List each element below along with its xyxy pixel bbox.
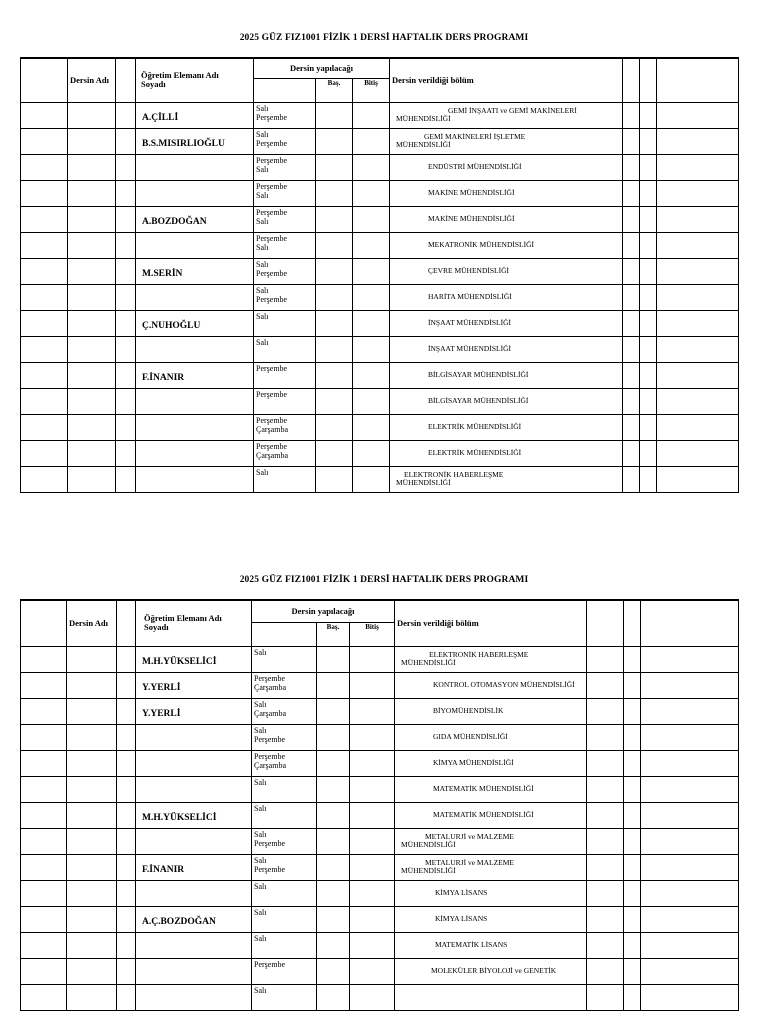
table-row [21, 128, 739, 154]
day-primary: Salı [254, 881, 267, 891]
day-primary: Perşembe [256, 363, 288, 373]
department-name: KİMYA LİSANS [435, 887, 488, 897]
table-row [21, 828, 739, 854]
course-name-header: Dersin Adı [68, 58, 116, 102]
day-primary: Salı [254, 803, 267, 813]
day-secondary: Çarşamba [254, 709, 286, 718]
department-name-cont: MÜHENDİSLİĞİ [396, 478, 451, 487]
table-row [21, 854, 739, 880]
day-secondary: Salı [256, 165, 269, 174]
end-header: Bitiş [350, 622, 395, 646]
department-name-cont: MÜHENDİSLİĞİ [401, 658, 456, 667]
table-row [21, 802, 739, 828]
day-cell [252, 854, 317, 880]
department-name: ELEKTRİK MÜHENDİSLİĞİ [428, 421, 522, 431]
table-row [21, 102, 739, 128]
day-primary: Salı [254, 829, 267, 839]
start-header: Baş. [317, 622, 350, 646]
day-cell [252, 698, 317, 724]
day-secondary: Çarşamba [254, 683, 286, 692]
day-primary: Salı [254, 855, 267, 865]
day-primary: Salı [254, 699, 267, 709]
day-cell [254, 258, 316, 284]
schedule-table [20, 57, 739, 493]
day-secondary: Perşembe [254, 839, 286, 848]
table-row [21, 362, 739, 388]
department-cell [395, 750, 587, 776]
department-cell [395, 802, 587, 828]
table-row [21, 232, 739, 258]
department-name: ELEKTRONİK HABERLEŞME [429, 649, 529, 659]
day-primary: Perşembe [256, 181, 288, 191]
department-name: MAKİNE MÜHENDİSLİĞİ [428, 213, 515, 223]
department-name-cont: MÜHENDİSLİĞİ [396, 140, 451, 149]
department-cell [390, 336, 623, 362]
day-cell [252, 776, 317, 802]
department-cell [390, 388, 623, 414]
day-secondary: Çarşamba [254, 761, 286, 770]
instructor-name: F.İNANIR [136, 854, 252, 880]
instructor-name [136, 750, 252, 776]
department-name: MAKİNE MÜHENDİSLİĞİ [428, 187, 515, 197]
department-cell [395, 932, 587, 958]
department-cell [390, 128, 623, 154]
department-name: GEMİ MAKİNELERİ İŞLETME [424, 131, 526, 141]
instructor-name: M.SERİN [136, 258, 254, 284]
department-name: BİLGİSAYAR MÜHENDİSLİĞİ [428, 369, 529, 379]
schedule-header: Dersin yapılacağı [254, 58, 390, 78]
instructor-name [136, 440, 254, 466]
department-cell [395, 828, 587, 854]
table-row [21, 932, 739, 958]
instructor-name [136, 828, 252, 854]
day-primary: Perşembe [256, 441, 288, 451]
department-name: METALURJİ ve MALZEME [425, 831, 514, 841]
instructor-header [136, 58, 254, 102]
day-cell [254, 128, 316, 154]
day-primary: Perşembe [256, 207, 288, 217]
department-name-cont: MÜHENDİSLİĞİ [401, 866, 456, 875]
day-secondary: Perşembe [254, 865, 286, 874]
table-row [21, 414, 739, 440]
department-cell [390, 466, 623, 492]
department-cell [390, 206, 623, 232]
day-primary: Perşembe [254, 673, 286, 683]
day-secondary: Salı [256, 191, 269, 200]
day-primary: Salı [254, 907, 267, 917]
department-name: ENDÜSTRİ MÜHENDİSLİĞİ [428, 161, 522, 171]
department-cell [390, 362, 623, 388]
department-name-cont: MÜHENDİSLİĞİ [401, 840, 456, 849]
day-primary: Salı [256, 129, 269, 139]
table-row [21, 388, 739, 414]
day-primary: Salı [254, 725, 267, 735]
day-cell [252, 984, 317, 1010]
day-primary: Perşembe [254, 751, 286, 761]
day-cell [252, 750, 317, 776]
instructor-name [136, 466, 254, 492]
instructor-name: Y.YERLİ [136, 672, 252, 698]
table-row [21, 880, 739, 906]
day-secondary: Perşembe [254, 735, 286, 744]
department-name: MATEMATİK MÜHENDİSLİĞİ [433, 809, 534, 819]
department-name: ÇEVRE MÜHENDİSLİĞİ [428, 265, 510, 275]
instructor-name: M.H.YÜKSELİCİ [136, 802, 252, 828]
instructor-name [136, 336, 254, 362]
table-row [21, 440, 739, 466]
day-secondary: Perşembe [256, 113, 288, 122]
day-secondary: Çarşamba [256, 451, 288, 460]
department-name: İNŞAAT MÜHENDİSLİĞİ [428, 343, 511, 353]
day-cell [254, 336, 316, 362]
day-primary: Perşembe [256, 233, 288, 243]
department-name-cont: MÜHENDİSLİĞİ [396, 114, 451, 123]
instructor-name [136, 154, 254, 180]
instructor-name [136, 180, 254, 206]
department-cell [395, 724, 587, 750]
instructor-header-line2: Soyadı [141, 79, 166, 90]
instructor-name: A.Ç.BOZDOĞAN [136, 906, 252, 932]
schedule-header: Dersin yapılacağı [252, 600, 395, 622]
day-cell [252, 906, 317, 932]
day-cell [254, 466, 316, 492]
day-cell [254, 102, 316, 128]
department-name: BİYOMÜHENDİSLİK [433, 705, 504, 715]
instructor-name [136, 414, 254, 440]
instructor-name: Y.YERLİ [136, 698, 252, 724]
table-row [21, 672, 739, 698]
instructor-name [136, 776, 252, 802]
instructor-header-line1: Öğretim Elemanı Adı [144, 613, 222, 624]
day-secondary: Perşembe [256, 269, 288, 278]
instructor-name: B.S.MISIRLIOĞLU [136, 128, 254, 154]
department-name: GEMİ İNŞAATI ve GEMİ MAKİNELERİ [448, 105, 577, 115]
day-cell [254, 206, 316, 232]
department-cell [395, 776, 587, 802]
table-row [21, 466, 739, 492]
end-header: Bitiş [353, 78, 390, 102]
instructor-header [136, 600, 252, 646]
day-cell [254, 180, 316, 206]
department-cell [390, 284, 623, 310]
department-header: Dersin verildiği bölüm [395, 600, 587, 646]
schedule-title: 2025 GÜZ FIZ1001 FİZİK 1 DERSİ HAFTALIK DERS PROGRAMI [239, 33, 529, 43]
table-row [21, 284, 739, 310]
department-name: BİLGİSAYAR MÜHENDİSLİĞİ [428, 395, 529, 405]
table-row [21, 258, 739, 284]
table-row [21, 336, 739, 362]
schedule-title: 2025 GÜZ FIZ1001 FİZİK 1 DERSİ HAFTALIK DERS PROGRAMI [239, 575, 529, 585]
day-primary: Salı [256, 285, 269, 295]
course-name-header: Dersin Adı [67, 600, 117, 646]
department-name: KİMYA MÜHENDİSLİĞİ [433, 757, 514, 767]
day-primary: Salı [254, 777, 267, 787]
day-primary: Salı [256, 337, 269, 347]
table-row [21, 776, 739, 802]
day-cell [252, 672, 317, 698]
department-name: KONTROL OTOMASYON MÜHENDİSLİĞİ [433, 679, 575, 689]
day-cell [252, 932, 317, 958]
instructor-header-line1: Öğretim Elemanı Adı [141, 70, 219, 81]
table-row [21, 984, 739, 1010]
department-cell [390, 232, 623, 258]
instructor-name [136, 284, 254, 310]
day-secondary: Salı [256, 217, 269, 226]
department-cell [390, 440, 623, 466]
table-row [21, 698, 739, 724]
day-cell [254, 232, 316, 258]
day-primary: Perşembe [256, 155, 288, 165]
department-header: Dersin verildiği bölüm [390, 58, 623, 102]
department-cell [395, 854, 587, 880]
department-name: ELEKTRONİK HABERLEŞME [404, 469, 504, 479]
day-primary: Salı [256, 103, 269, 113]
instructor-name: M.H.YÜKSELİCİ [136, 646, 252, 672]
department-cell [390, 414, 623, 440]
department-name: MOLEKÜLER BİYOLOJİ ve GENETİK [431, 965, 557, 975]
department-name: METALURJİ ve MALZEME [425, 857, 514, 867]
day-cell [252, 646, 317, 672]
department-name: GIDA MÜHENDİSLİĞİ [433, 731, 508, 741]
instructor-name [136, 958, 252, 984]
department-cell [395, 984, 587, 1010]
instructor-name [136, 232, 254, 258]
day-primary: Salı [256, 467, 269, 477]
table-row [21, 750, 739, 776]
day-cell [254, 310, 316, 336]
department-name: MATEMATİK MÜHENDİSLİĞİ [433, 783, 534, 793]
day-primary: Salı [256, 259, 269, 269]
table-row [21, 646, 739, 672]
day-primary: Perşembe [254, 959, 286, 969]
department-cell [395, 958, 587, 984]
department-cell [395, 906, 587, 932]
day-secondary: Perşembe [256, 295, 288, 304]
day-primary: Perşembe [256, 389, 288, 399]
day-cell [254, 414, 316, 440]
day-cell [252, 828, 317, 854]
day-primary: Salı [254, 985, 267, 995]
department-name: İNŞAAT MÜHENDİSLİĞİ [428, 317, 511, 327]
instructor-name: Ç.NUHOĞLU [136, 310, 254, 336]
department-name: MATEMATİK LİSANS [435, 939, 508, 949]
table-row [21, 206, 739, 232]
day-primary: Salı [256, 311, 269, 321]
instructor-name [136, 388, 254, 414]
department-cell [390, 154, 623, 180]
department-cell [390, 258, 623, 284]
department-cell [390, 180, 623, 206]
instructor-name [136, 932, 252, 958]
department-cell [395, 880, 587, 906]
day-secondary: Çarşamba [256, 425, 288, 434]
instructor-name [136, 724, 252, 750]
day-cell [254, 362, 316, 388]
department-cell [395, 646, 587, 672]
day-cell [254, 154, 316, 180]
table-row [21, 180, 739, 206]
department-cell [390, 310, 623, 336]
day-cell [252, 880, 317, 906]
schedule-table [20, 599, 739, 1011]
day-primary: Salı [254, 933, 267, 943]
day-cell [252, 958, 317, 984]
department-name: KİMYA LİSANS [435, 913, 488, 923]
day-cell [254, 388, 316, 414]
department-cell [390, 102, 623, 128]
day-cell [252, 802, 317, 828]
instructor-header-line2: Soyadı [144, 622, 169, 633]
day-secondary: Perşembe [256, 139, 288, 148]
table-row [21, 724, 739, 750]
day-cell [254, 440, 316, 466]
department-cell [395, 672, 587, 698]
day-primary: Perşembe [256, 415, 288, 425]
table-row [21, 906, 739, 932]
table-row [21, 154, 739, 180]
instructor-name: A.BOZDOĞAN [136, 206, 254, 232]
day-cell [254, 284, 316, 310]
table-row [21, 958, 739, 984]
day-secondary: Salı [256, 243, 269, 252]
start-header: Baş. [316, 78, 353, 102]
instructor-name [136, 880, 252, 906]
day-primary: Salı [254, 647, 267, 657]
instructor-name [136, 984, 252, 1010]
instructor-name: A.ÇİLLİ [136, 102, 254, 128]
department-name: HARİTA MÜHENDİSLİĞİ [428, 291, 512, 301]
table-row [21, 310, 739, 336]
instructor-name: F.İNANIR [136, 362, 254, 388]
department-name: ELEKTRİK MÜHENDİSLİĞİ [428, 447, 522, 457]
department-cell [395, 698, 587, 724]
day-cell [252, 724, 317, 750]
department-name: MEKATRONİK MÜHENDİSLİĞİ [428, 239, 535, 249]
